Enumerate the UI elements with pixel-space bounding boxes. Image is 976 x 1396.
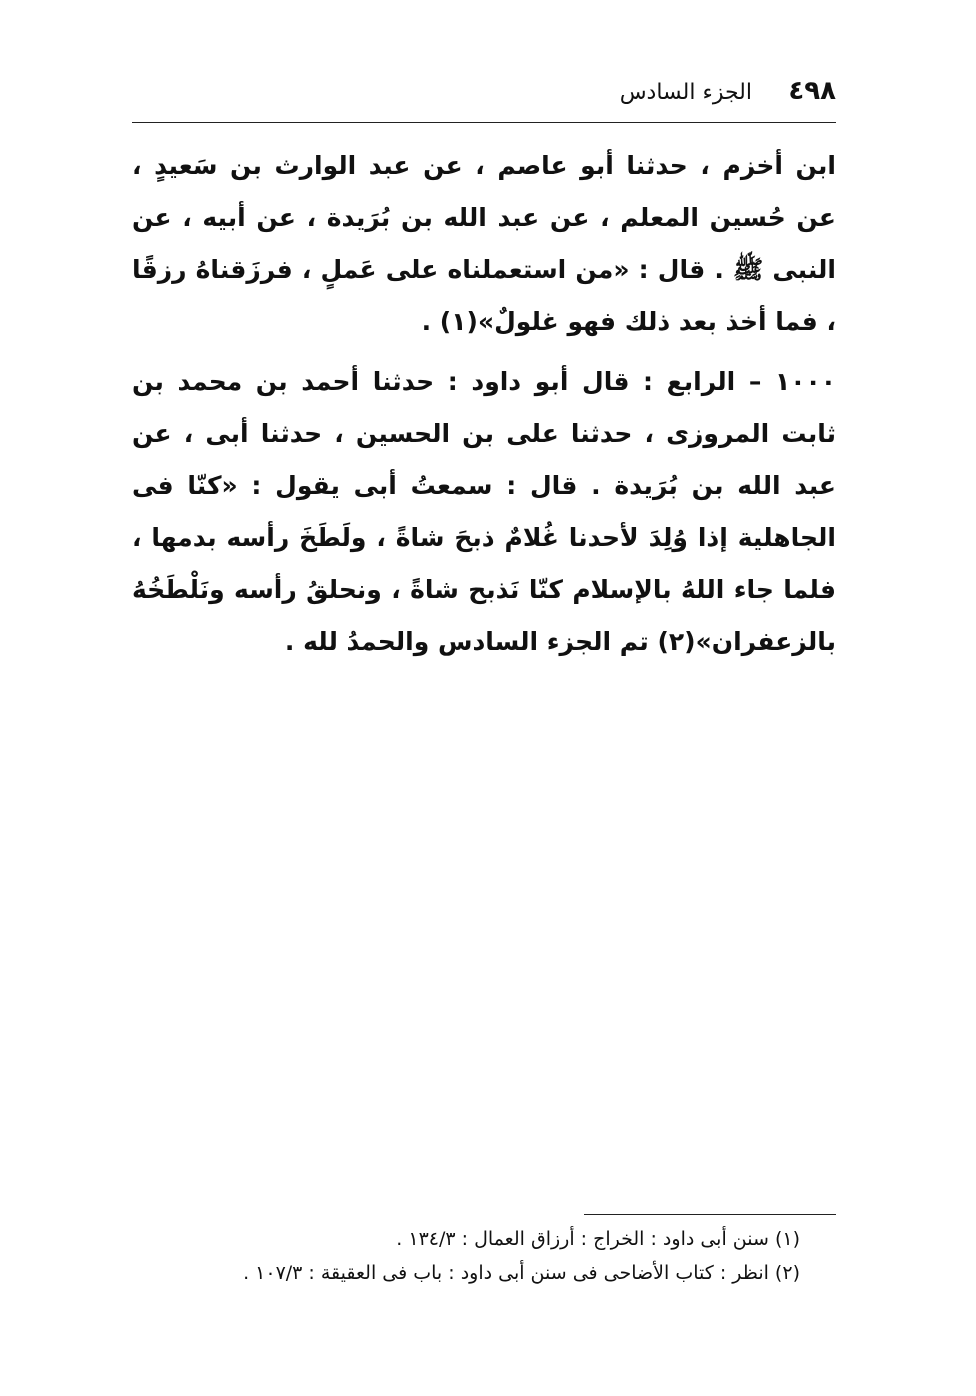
footnote-1: (١) سنن أبى داود : الخراج : أرزاق العمال : ١٣٤/٣ .	[396, 1228, 800, 1250]
footnote-divider	[584, 1214, 836, 1215]
paragraph-1: ابن أخزم ، حدثنا أبو عاصم ، عن عبد الوارث بن سَعيدٍ ، عن حُسين المعلم ، عن عبد الله بن بُرَيدة ، عن أبيه ، عن النبى ﷺ . قال : «من استعملناه على عَملٍ ، فرزَقناهُ رزقًا ، فما أخذ بعد ذلك فهو غلولٌ»(١) .	[132, 151, 836, 336]
page-number: ٤٩٨	[788, 76, 836, 106]
footnote-2: (٢) انظر : كتاب الأضاحى فى سنن أبى داود : باب فى العقيقة : ١٠٧/٣ .	[243, 1262, 800, 1284]
running-head: الجزء السادس	[619, 80, 752, 105]
page-header	[132, 72, 836, 116]
main-text	[132, 140, 836, 668]
paragraph-2: ١٠٠٠ – الرابع : قال أبو داود : حدثنا أحمد بن محمد بن ثابت المروزى ، حدثنا على بن الحسين ، حدثنا أبى ، عن عبد الله بن بُرَيدة . قال : سمعتُ أبى يقول : «كنّا فى الجاهلية إذا وُلِدَ لأحدنا غُلامٌ ذبحَ شاةً ، ولَطَخَ رأسه بدمها ، فلما جاء اللهُ بالإسلام كنّا نَذبح شاةً ، ونحلقُ رأسه ونَلْطَخُهُ بالزعفران»(٢) تم الجزء السادس والحمدُ لله .	[132, 367, 836, 656]
footnotes	[160, 1222, 800, 1290]
header-divider	[132, 122, 836, 123]
